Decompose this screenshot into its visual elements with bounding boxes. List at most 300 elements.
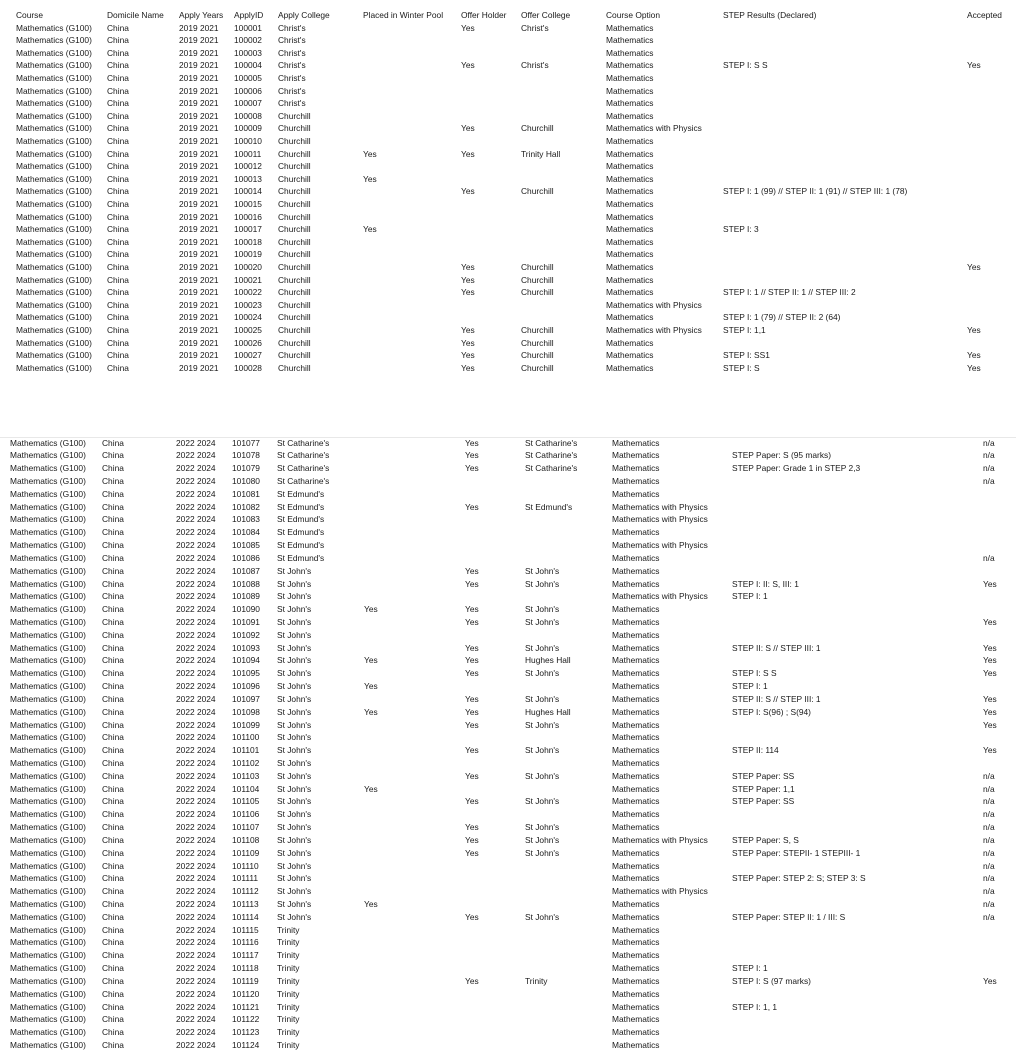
cell-step-result: STEP I: 1 [732, 681, 768, 692]
cell-domicile: China [102, 924, 124, 935]
cell-apply-id: 101118 [232, 963, 259, 974]
cell-apply-id: 101113 [232, 899, 259, 910]
cell-offer-college: St John's [525, 834, 560, 845]
header-step-results: STEP Results (Declared) [723, 10, 817, 20]
cell-winter-pool: Yes [363, 148, 377, 159]
cell-course-option: Mathematics [612, 975, 660, 986]
cell-apply-id: 101117 [232, 950, 259, 961]
cell-winter-pool: Yes [364, 604, 378, 615]
cell-offer-holder: Yes [465, 565, 479, 576]
cell-apply-college: Trinity [277, 950, 300, 961]
cell-apply-years: 2019 2021 [179, 324, 219, 335]
cell-accepted: n/a [983, 834, 995, 845]
cell-domicile: China [107, 198, 129, 209]
cell-domicile: China [107, 135, 129, 146]
cell-domicile: China [102, 899, 124, 910]
cell-apply-id: 101078 [232, 450, 260, 461]
cell-apply-years: 2019 2021 [179, 350, 219, 361]
cell-apply-college: St John's [277, 591, 312, 602]
cell-offer-college: St John's [525, 770, 560, 781]
cell-apply-years: 2019 2021 [179, 224, 219, 235]
cell-course-option: Mathematics [606, 362, 654, 373]
cell-course: Mathematics (G100) [10, 488, 86, 499]
cell-domicile: China [102, 437, 124, 448]
cell-apply-college: St John's [277, 758, 312, 768]
cell-accepted: Yes [983, 693, 997, 704]
cell-course: Mathematics (G100) [10, 616, 86, 627]
cell-apply-college: Christ's [278, 85, 306, 96]
cell-offer-college: St Edmund's [525, 501, 573, 512]
cell-apply-years: 2022 2024 [176, 899, 216, 910]
cell-apply-college: St John's [277, 822, 312, 833]
cell-domicile: China [102, 745, 124, 756]
cell-accepted: n/a [983, 770, 995, 781]
cell-apply-years: 2019 2021 [179, 274, 219, 285]
cell-domicile: China [102, 655, 124, 666]
cell-course: Mathematics (G100) [16, 362, 92, 373]
cell-offer-college: St John's [525, 745, 560, 756]
cell-apply-id: 101083 [232, 514, 260, 525]
cell-course-option: Mathematics [612, 822, 660, 833]
cell-apply-college: Churchill [278, 312, 311, 323]
cell-course-option: Mathematics [606, 198, 654, 209]
cell-winter-pool: Yes [364, 706, 378, 717]
cell-apply-college: St Edmund's [277, 527, 325, 538]
cell-offer-holder: Yes [465, 450, 479, 461]
cell-domicile: China [102, 668, 124, 679]
cell-course-option: Mathematics [612, 1001, 660, 1012]
cell-apply-id: 101092 [232, 629, 260, 640]
cell-offer-college: St John's [525, 719, 560, 730]
cell-course-option: Mathematics [612, 642, 660, 653]
cell-apply-college: Christ's [278, 60, 306, 71]
cell-apply-id: 100010 [234, 135, 262, 146]
cell-offer-holder: Yes [461, 287, 475, 298]
cell-apply-college: Churchill [278, 362, 311, 373]
cell-apply-id: 100022 [234, 287, 262, 298]
cell-apply-college: St John's [277, 642, 312, 653]
cell-apply-id: 100024 [234, 312, 262, 323]
cell-accepted: n/a [983, 437, 995, 448]
cell-domicile: China [102, 950, 124, 961]
header-apply-id: ApplyID [234, 10, 264, 20]
cell-apply-years: 2022 2024 [176, 1014, 216, 1025]
cell-accepted: n/a [983, 463, 995, 474]
cell-course: Mathematics (G100) [10, 1014, 86, 1025]
cell-apply-id: 101079 [232, 463, 260, 474]
cell-apply-college: St John's [277, 834, 312, 845]
cell-course-option: Mathematics [612, 488, 660, 499]
cell-course-option: Mathematics with Physics [612, 886, 708, 897]
cell-accepted: Yes [983, 578, 997, 589]
cell-apply-years: 2022 2024 [176, 642, 216, 653]
cell-offer-holder: Yes [465, 578, 479, 589]
cell-course: Mathematics (G100) [16, 186, 92, 197]
cell-course-option: Mathematics [606, 274, 654, 285]
cell-apply-years: 2022 2024 [176, 924, 216, 935]
cell-domicile: China [102, 758, 124, 768]
cell-apply-id: 101124 [232, 1040, 260, 1051]
cell-apply-years: 2022 2024 [176, 540, 216, 551]
cell-domicile: China [107, 110, 129, 121]
cell-apply-college: St Catharine's [277, 437, 330, 448]
header-course-option: Course Option [606, 10, 660, 20]
cell-accepted: Yes [967, 350, 981, 361]
cell-domicile: China [102, 604, 124, 615]
cell-apply-id: 101081 [232, 488, 260, 499]
cell-apply-id: 101114 [232, 911, 259, 922]
cell-course-option: Mathematics [612, 463, 660, 474]
cell-apply-college: St Catharine's [277, 463, 330, 474]
cell-course-option: Mathematics [612, 796, 660, 807]
cell-accepted: Yes [967, 324, 981, 335]
cell-course-option: Mathematics [606, 350, 654, 361]
cell-course-option: Mathematics [606, 47, 654, 58]
cell-course-option: Mathematics [612, 899, 660, 910]
cell-offer-holder: Yes [461, 362, 475, 373]
cell-step-result: STEP Paper: STEP 2: S; STEP 3: S [732, 873, 866, 884]
cell-apply-id: 100017 [234, 224, 262, 235]
cell-domicile: China [102, 860, 124, 871]
cell-course: Mathematics (G100) [10, 886, 86, 897]
cell-apply-years: 2022 2024 [176, 616, 216, 627]
cell-offer-holder: Yes [465, 834, 479, 845]
cell-apply-years: 2022 2024 [176, 783, 216, 794]
cell-apply-college: St John's [277, 847, 312, 858]
cell-step-result: STEP Paper: S (95 marks) [732, 450, 831, 461]
cell-apply-id: 101119 [232, 975, 259, 986]
cell-domicile: China [107, 350, 129, 361]
cell-apply-id: 100008 [234, 110, 262, 121]
cell-apply-years: 2019 2021 [179, 35, 219, 46]
cell-apply-years: 2022 2024 [176, 655, 216, 666]
cell-step-result: STEP II: S // STEP III: 1 [732, 693, 821, 704]
cell-course-option: Mathematics [612, 745, 660, 756]
cell-course: Mathematics (G100) [16, 72, 92, 83]
cell-course: Mathematics (G100) [16, 287, 92, 298]
cell-apply-years: 2022 2024 [176, 988, 216, 999]
cell-apply-id: 100003 [234, 47, 262, 58]
cell-course: Mathematics (G100) [10, 514, 86, 525]
cell-course: Mathematics (G100) [16, 35, 92, 46]
cell-accepted: Yes [967, 261, 981, 272]
cell-offer-college: St Catharine's [525, 463, 578, 474]
cell-apply-id: 101110 [232, 860, 259, 871]
cell-domicile: China [107, 123, 129, 134]
cell-course: Mathematics (G100) [16, 198, 92, 209]
cell-offer-holder: Yes [465, 642, 479, 653]
cell-apply-years: 2022 2024 [176, 629, 216, 640]
cell-apply-college: St John's [277, 873, 312, 884]
cell-course: Mathematics (G100) [16, 60, 92, 71]
cell-offer-holder: Yes [461, 186, 475, 197]
cell-course: Mathematics (G100) [10, 758, 86, 768]
cell-step-result: STEP Paper: Grade 1 in STEP 2,3 [732, 463, 861, 474]
cell-domicile: China [107, 148, 129, 159]
cell-apply-id: 101086 [232, 552, 260, 563]
cell-course-option: Mathematics [606, 135, 654, 146]
cell-offer-holder: Yes [461, 261, 475, 272]
cell-offer-college: Churchill [521, 274, 554, 285]
cell-apply-years: 2019 2021 [179, 299, 219, 310]
cell-accepted: n/a [983, 552, 995, 563]
cell-domicile: China [102, 873, 124, 884]
cell-offer-holder: Yes [465, 604, 479, 615]
cell-course-option: Mathematics [606, 35, 654, 46]
cell-course: Mathematics (G100) [10, 450, 86, 461]
cell-apply-years: 2019 2021 [179, 148, 219, 159]
cell-course-option: Mathematics [606, 261, 654, 272]
cell-accepted: Yes [967, 60, 981, 71]
cell-domicile: China [107, 72, 129, 83]
cell-apply-id: 101103 [232, 770, 260, 781]
cell-course-option: Mathematics with Physics [612, 540, 708, 551]
cell-apply-years: 2019 2021 [179, 249, 219, 260]
cell-offer-holder: Yes [465, 719, 479, 730]
cell-course: Mathematics (G100) [10, 706, 86, 717]
cell-apply-college: St John's [277, 809, 312, 820]
cell-apply-years: 2022 2024 [176, 668, 216, 679]
cell-course: Mathematics (G100) [10, 950, 86, 961]
cell-course: Mathematics (G100) [10, 668, 86, 679]
cell-apply-college: Churchill [278, 350, 311, 361]
cell-domicile: China [107, 224, 129, 235]
cell-apply-id: 101109 [232, 847, 260, 858]
cell-apply-years: 2019 2021 [179, 60, 219, 71]
cell-apply-years: 2022 2024 [176, 591, 216, 602]
cell-course-option: Mathematics [606, 337, 654, 348]
cell-course-option: Mathematics [606, 211, 654, 222]
cell-apply-id: 101104 [232, 783, 260, 794]
cell-domicile: China [102, 796, 124, 807]
cell-course-option: Mathematics [612, 552, 660, 563]
cell-course-option: Mathematics [612, 437, 660, 448]
cell-apply-id: 100011 [234, 148, 262, 159]
cell-accepted: Yes [967, 362, 981, 373]
cell-domicile: China [107, 47, 129, 58]
cell-domicile: China [102, 591, 124, 602]
cell-apply-college: St John's [277, 693, 312, 704]
cell-domicile: China [107, 299, 129, 310]
cell-offer-holder: Yes [461, 148, 475, 159]
cell-course-option: Mathematics [612, 809, 660, 820]
cell-offer-college: Christ's [521, 22, 549, 33]
cell-domicile: China [102, 629, 124, 640]
cell-offer-college: Hughes Hall [525, 706, 571, 717]
cell-offer-college: Christ's [521, 60, 549, 71]
cell-apply-college: St John's [277, 796, 312, 807]
cell-course-option: Mathematics [612, 604, 660, 615]
cell-apply-id: 101108 [232, 834, 260, 845]
cell-apply-years: 2022 2024 [176, 860, 216, 871]
cell-course: Mathematics (G100) [16, 350, 92, 361]
cell-domicile: China [102, 937, 124, 948]
cell-apply-college: St John's [277, 770, 312, 781]
cell-apply-college: Churchill [278, 198, 311, 209]
header-domicile: Domicile Name [107, 10, 164, 20]
cell-apply-years: 2022 2024 [176, 693, 216, 704]
cell-apply-id: 101087 [232, 565, 260, 576]
cell-offer-college: St John's [525, 822, 560, 833]
cell-course-option: Mathematics [612, 988, 660, 999]
cell-domicile: China [102, 681, 124, 692]
cell-course-option: Mathematics [612, 668, 660, 679]
cell-apply-years: 2019 2021 [179, 186, 219, 197]
cell-course-option: Mathematics [612, 783, 660, 794]
cell-apply-years: 2022 2024 [176, 847, 216, 858]
cell-winter-pool: Yes [363, 173, 377, 184]
cell-offer-holder: Yes [465, 847, 479, 858]
cell-domicile: China [107, 161, 129, 172]
cell-apply-college: St John's [277, 706, 312, 717]
cell-apply-id: 101097 [232, 693, 260, 704]
cell-course: Mathematics (G100) [16, 261, 92, 272]
cell-apply-college: St John's [277, 860, 312, 871]
cell-accepted: Yes [983, 655, 997, 666]
cell-apply-years: 2022 2024 [176, 681, 216, 692]
cell-apply-college: St Catharine's [277, 450, 330, 461]
cell-step-result: STEP I: 1, 1 [732, 1001, 777, 1012]
cell-step-result: STEP I: S(96) ; S(94) [732, 706, 811, 717]
cell-course: Mathematics (G100) [10, 552, 86, 563]
cell-apply-id: 101111 [232, 873, 259, 884]
cell-offer-holder: Yes [465, 437, 479, 448]
cell-apply-college: Churchill [278, 186, 311, 197]
cell-course: Mathematics (G100) [16, 173, 92, 184]
cell-apply-years: 2022 2024 [176, 911, 216, 922]
cell-course-option: Mathematics [612, 873, 660, 884]
cell-winter-pool: Yes [363, 224, 377, 235]
cell-apply-years: 2022 2024 [176, 463, 216, 474]
cell-course-option: Mathematics [606, 224, 654, 235]
cell-apply-college: Trinity [277, 988, 300, 999]
cell-apply-years: 2019 2021 [179, 98, 219, 109]
cell-course: Mathematics (G100) [10, 822, 86, 833]
cell-apply-id: 101107 [232, 822, 260, 833]
cell-course-option: Mathematics [606, 249, 654, 260]
cell-course-option: Mathematics [606, 85, 654, 96]
cell-course: Mathematics (G100) [16, 148, 92, 159]
cell-offer-college: Churchill [521, 324, 554, 335]
cell-step-result: STEP I: 1 (79) // STEP II: 2 (64) [723, 312, 841, 323]
cell-course: Mathematics (G100) [10, 911, 86, 922]
cell-offer-holder: Yes [461, 60, 475, 71]
cell-course-option: Mathematics [612, 565, 660, 576]
cell-apply-id: 101080 [232, 475, 260, 486]
cell-apply-years: 2019 2021 [179, 312, 219, 323]
cell-accepted: n/a [983, 886, 995, 897]
cell-course: Mathematics (G100) [10, 540, 86, 551]
cell-course: Mathematics (G100) [16, 85, 92, 96]
cell-accepted: Yes [983, 642, 997, 653]
cell-domicile: China [107, 22, 129, 33]
header-course: Course [16, 10, 43, 20]
cell-apply-college: Trinity [277, 975, 300, 986]
cell-domicile: China [102, 1001, 124, 1012]
cell-domicile: China [102, 1014, 124, 1025]
cell-apply-id: 101094 [232, 655, 260, 666]
cell-course: Mathematics (G100) [10, 565, 86, 576]
header-apply-years: Apply Years [179, 10, 224, 20]
cell-offer-holder: Yes [465, 693, 479, 704]
cell-apply-id: 101095 [232, 668, 260, 679]
cell-domicile: China [102, 527, 124, 538]
cell-step-result: STEP I: 1,1 [723, 324, 766, 335]
cell-course: Mathematics (G100) [16, 161, 92, 172]
cell-apply-id: 101093 [232, 642, 260, 653]
cell-offer-college: St John's [525, 693, 560, 704]
cell-course-option: Mathematics with Physics [606, 299, 702, 310]
cell-step-result: STEP Paper: STEPII- 1 STEPIII- 1 [732, 847, 861, 858]
cell-apply-id: 100016 [234, 211, 262, 222]
cell-course-option: Mathematics [612, 963, 660, 974]
cell-apply-years: 2022 2024 [176, 552, 216, 563]
cell-course: Mathematics (G100) [10, 1040, 86, 1051]
cell-apply-college: Churchill [278, 274, 311, 285]
cell-accepted: n/a [983, 911, 995, 922]
cell-apply-years: 2019 2021 [179, 110, 219, 121]
cell-apply-id: 101122 [232, 1014, 260, 1025]
cell-apply-college: Churchill [278, 337, 311, 348]
cell-course-option: Mathematics with Physics [612, 501, 708, 512]
cell-offer-holder: Yes [465, 668, 479, 679]
cell-offer-college: St Catharine's [525, 437, 578, 448]
cell-apply-id: 101085 [232, 540, 260, 551]
cell-course-option: Mathematics with Physics [606, 123, 702, 134]
cell-course: Mathematics (G100) [16, 236, 92, 247]
cell-course-option: Mathematics [606, 60, 654, 71]
cell-accepted: Yes [983, 719, 997, 730]
cell-apply-college: Christ's [278, 22, 306, 33]
cell-course-option: Mathematics [612, 616, 660, 627]
cell-domicile: China [102, 847, 124, 858]
cell-course: Mathematics (G100) [10, 629, 86, 640]
cell-offer-college: St Catharine's [525, 450, 578, 461]
cell-accepted: n/a [983, 450, 995, 461]
cell-course-option: Mathematics [612, 1027, 660, 1038]
cell-course-option: Mathematics [606, 186, 654, 197]
cell-course: Mathematics (G100) [10, 578, 86, 589]
cell-course-option: Mathematics with Physics [612, 591, 708, 602]
cell-apply-college: Trinity [277, 937, 300, 948]
cell-apply-id: 101121 [232, 1001, 260, 1012]
cell-apply-college: Churchill [278, 173, 311, 184]
cell-course-option: Mathematics [612, 681, 660, 692]
cell-step-result: STEP I: S [723, 362, 760, 373]
cell-course-option: Mathematics [606, 236, 654, 247]
cell-domicile: China [107, 211, 129, 222]
cell-course: Mathematics (G100) [10, 591, 86, 602]
cell-apply-years: 2019 2021 [179, 161, 219, 172]
cell-domicile: China [107, 98, 129, 109]
cell-apply-id: 101123 [232, 1027, 260, 1038]
cell-offer-holder: Yes [461, 274, 475, 285]
cell-offer-holder: Yes [465, 501, 479, 512]
cell-offer-holder: Yes [465, 655, 479, 666]
cell-apply-college: Trinity [277, 1014, 300, 1025]
cell-apply-years: 2022 2024 [176, 1027, 216, 1038]
cell-step-result: STEP I: S (97 marks) [732, 975, 811, 986]
cell-apply-id: 101116 [232, 937, 259, 948]
cell-domicile: China [107, 173, 129, 184]
cell-apply-years: 2022 2024 [176, 809, 216, 820]
cell-apply-years: 2019 2021 [179, 85, 219, 96]
cell-apply-id: 100001 [234, 22, 262, 33]
header-offer-holder: Offer Holder [461, 10, 507, 20]
cell-course: Mathematics (G100) [16, 110, 92, 121]
cell-apply-years: 2022 2024 [176, 1001, 216, 1012]
cell-apply-college: Churchill [278, 211, 311, 222]
